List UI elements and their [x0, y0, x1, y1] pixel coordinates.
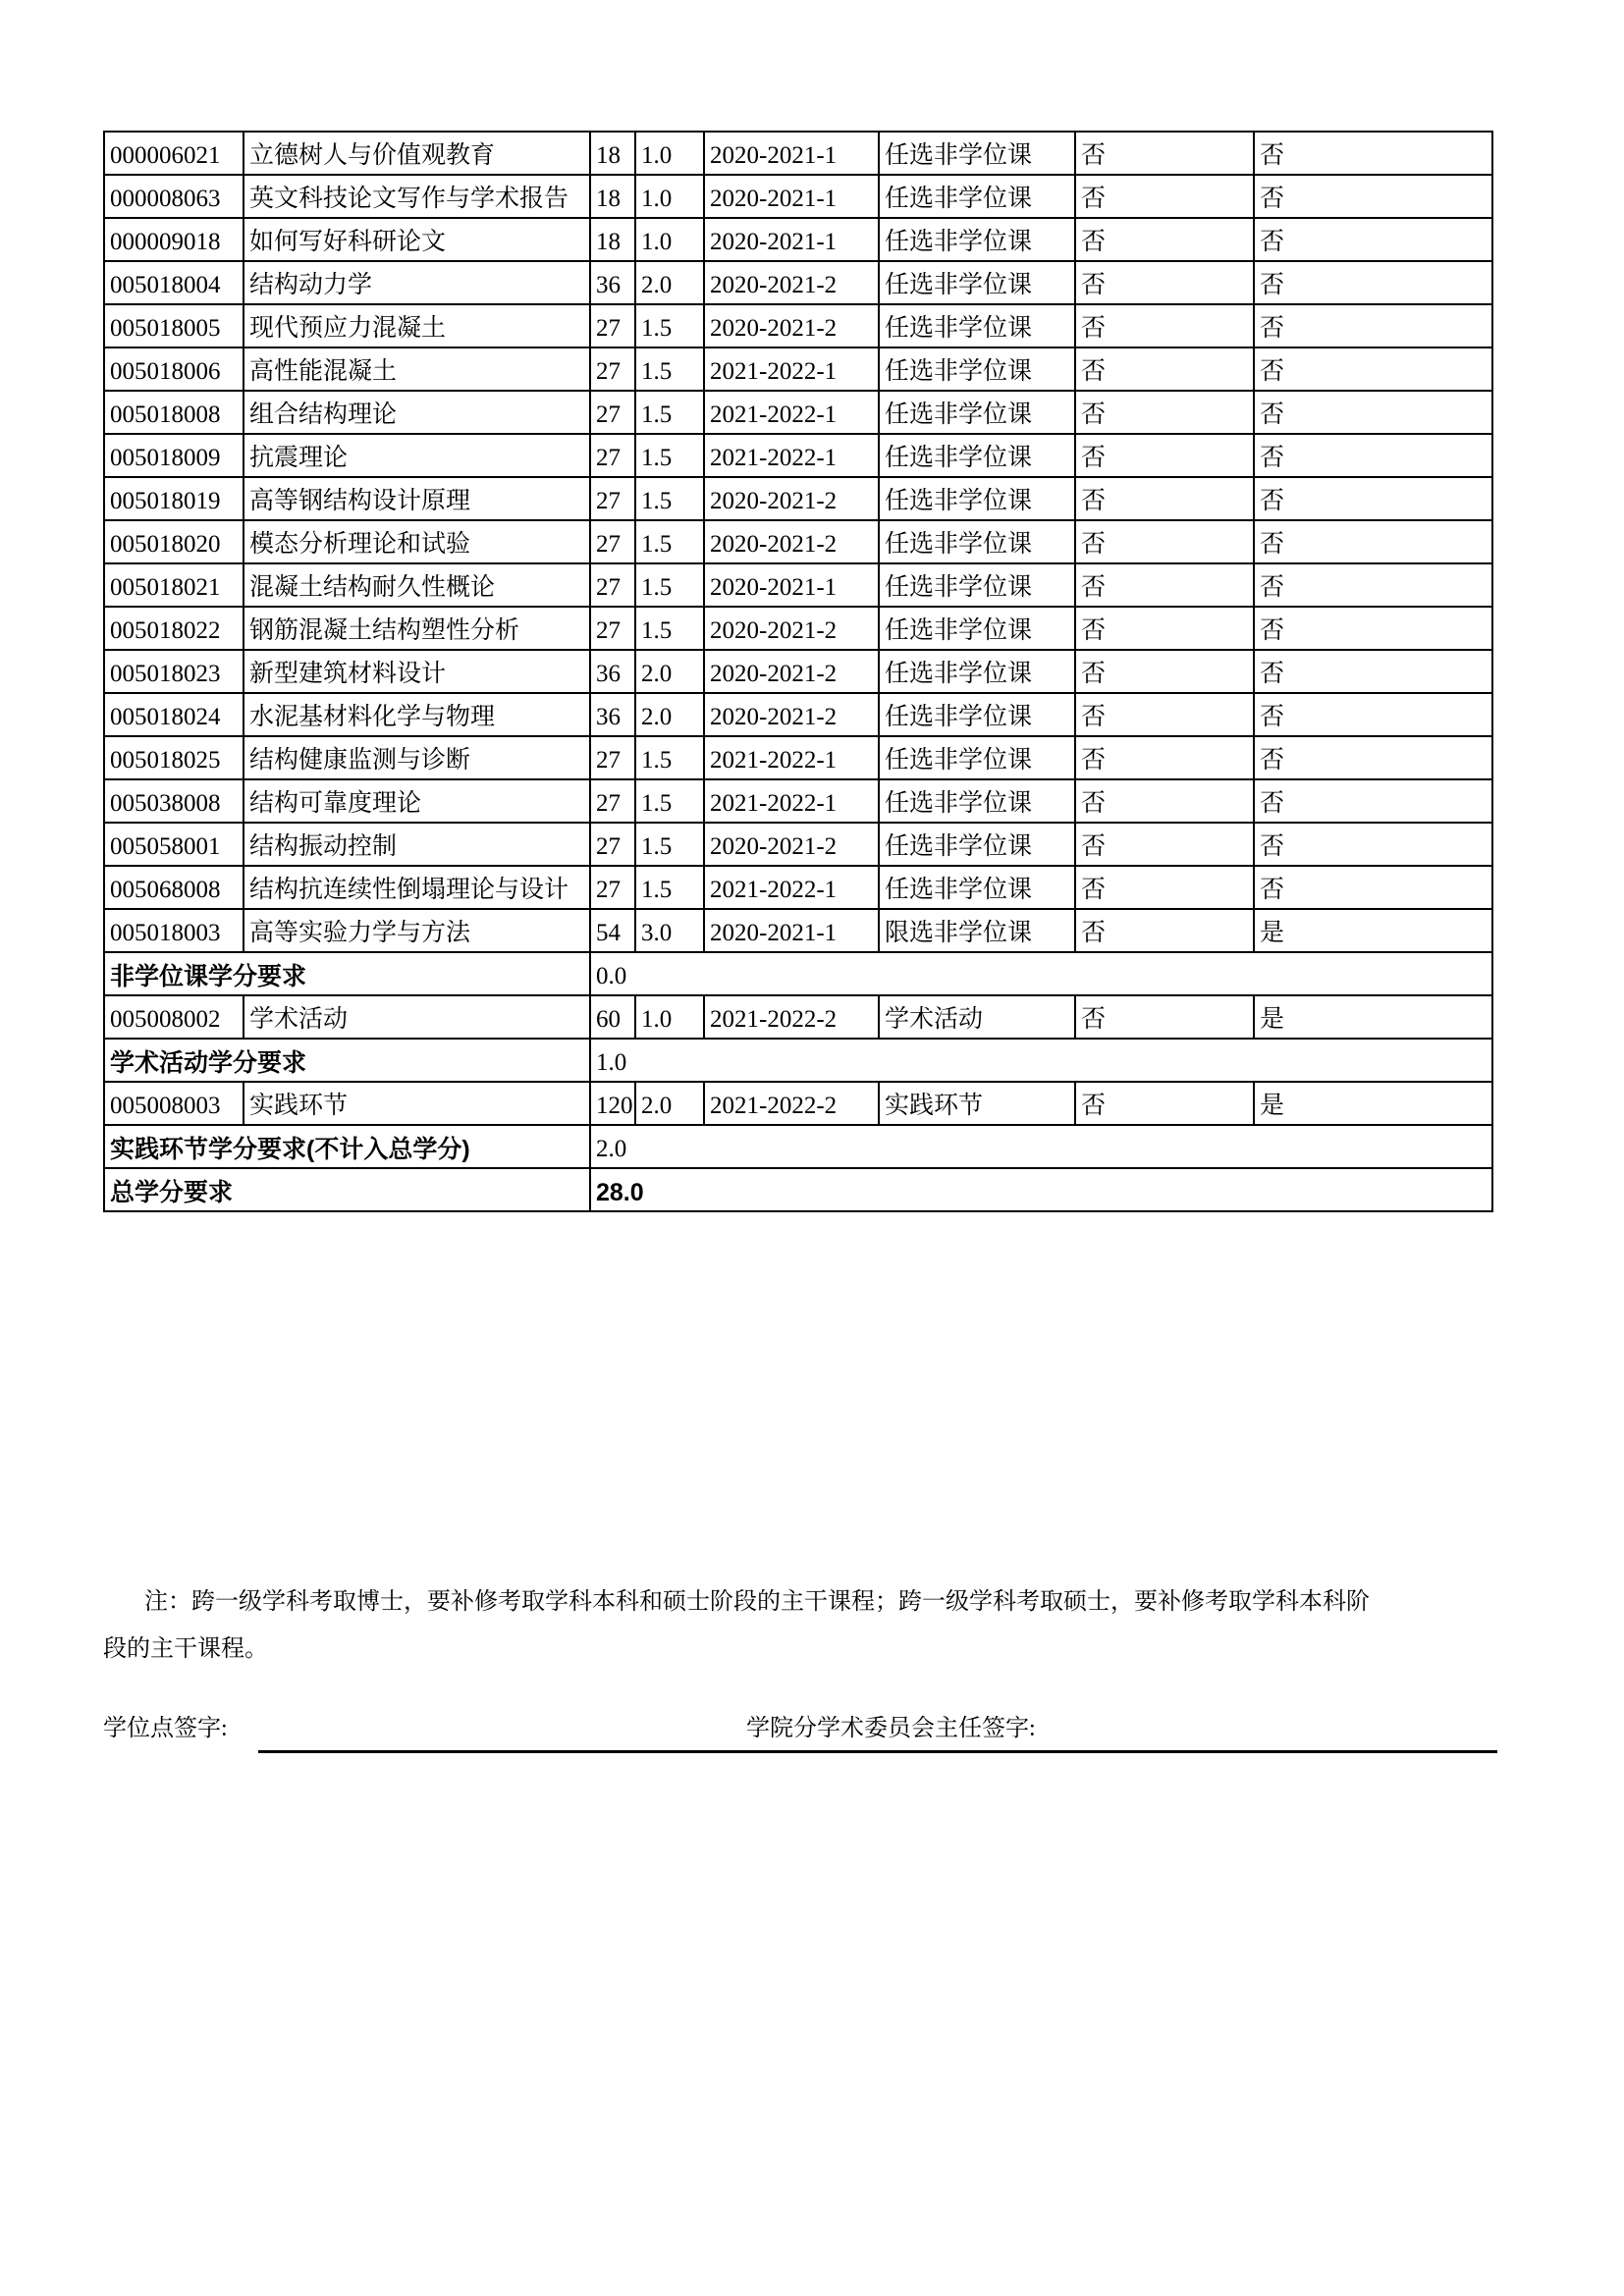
cell-flag-two: 否: [1254, 304, 1492, 347]
cell-course-type: 任选非学位课: [879, 391, 1075, 434]
cell-credits: 2.0: [635, 693, 704, 736]
cell-course-name: 结构振动控制: [244, 823, 590, 866]
cell-course-name: 组合结构理论: [244, 391, 590, 434]
cell-hours: 60: [590, 995, 635, 1039]
cell-course-name: 结构可靠度理论: [244, 779, 590, 823]
cell-course-name: 结构健康监测与诊断: [244, 736, 590, 779]
cell-credits: 2.0: [635, 261, 704, 304]
cell-flag-one: 否: [1075, 1082, 1254, 1125]
cell-flag-two: 否: [1254, 779, 1492, 823]
cell-course-code: 005018020: [104, 520, 244, 563]
cell-credits: 1.0: [635, 175, 704, 218]
cell-term: 2020-2021-2: [704, 261, 879, 304]
cell-term: 2020-2021-2: [704, 607, 879, 650]
curriculum-table: [103, 131, 1493, 1212]
cell-hours: 36: [590, 261, 635, 304]
cell-credits: 1.5: [635, 434, 704, 477]
cell-flag-two: 是: [1254, 909, 1492, 952]
cell-credits: 1.0: [635, 132, 704, 175]
cell-term: 2020-2021-2: [704, 693, 879, 736]
cell-course-code: 005018023: [104, 650, 244, 693]
cell-flag-two: 否: [1254, 823, 1492, 866]
table-row: [104, 823, 1492, 866]
cell-course-code: 005018005: [104, 304, 244, 347]
cell-hours: 27: [590, 866, 635, 909]
cell-flag-two: 否: [1254, 434, 1492, 477]
cell-flag-one: 否: [1075, 736, 1254, 779]
cell-term: 2021-2022-1: [704, 736, 879, 779]
cell-course-type: 任选非学位课: [879, 736, 1075, 779]
cell-course-code: 005058001: [104, 823, 244, 866]
cell-flag-two: 否: [1254, 477, 1492, 520]
cell-flag-one: 否: [1075, 779, 1254, 823]
cell-flag-one: 否: [1075, 823, 1254, 866]
cell-credits: 1.5: [635, 563, 704, 607]
cell-flag-two: 否: [1254, 175, 1492, 218]
cell-flag-one: 否: [1075, 218, 1254, 261]
footnote-line-one: 注：跨一级学科考取博士，要补修考取学科本科和硕士阶段的主干课程；跨一级学科考取硕士，要补修考取学科本科阶: [144, 1589, 1370, 1615]
cell-course-code: 005018025: [104, 736, 244, 779]
signature-area: [103, 1708, 1497, 1767]
cell-flag-one: 否: [1075, 520, 1254, 563]
cell-course-name: 结构动力学: [244, 261, 590, 304]
cell-hours: 27: [590, 391, 635, 434]
cell-course-name: 结构抗连续性倒塌理论与设计: [244, 866, 590, 909]
cell-term: 2020-2021-2: [704, 304, 879, 347]
cell-course-type: 限选非学位课: [879, 909, 1075, 952]
cell-course-name: 混凝土结构耐久性概论: [244, 563, 590, 607]
cell-flag-one: 否: [1075, 563, 1254, 607]
cell-flag-two: 否: [1254, 866, 1492, 909]
cell-course-type: 任选非学位课: [879, 132, 1075, 175]
cell-term: 2020-2021-1: [704, 175, 879, 218]
cell-term: 2020-2021-2: [704, 823, 879, 866]
cell-term: 2020-2021-1: [704, 132, 879, 175]
cell-credits: 1.5: [635, 607, 704, 650]
cell-course-code: 000006021: [104, 132, 244, 175]
cell-hours: 27: [590, 779, 635, 823]
cell-hours: 36: [590, 650, 635, 693]
cell-flag-one: 否: [1075, 477, 1254, 520]
cell-course-code: 000008063: [104, 175, 244, 218]
cell-course-code: 005018004: [104, 261, 244, 304]
cell-course-name: 抗震理论: [244, 434, 590, 477]
table-row: [104, 650, 1492, 693]
summary-row-practice: [104, 1125, 1492, 1168]
cell-credits: 1.5: [635, 477, 704, 520]
summary-row-nondegree: [104, 952, 1492, 995]
cell-course-type: 学术活动: [879, 995, 1075, 1039]
cell-flag-two: 否: [1254, 520, 1492, 563]
cell-course-name: 高性能混凝土: [244, 347, 590, 391]
cell-course-name: 英文科技论文写作与学术报告: [244, 175, 590, 218]
cell-hours: 18: [590, 218, 635, 261]
cell-flag-one: 否: [1075, 434, 1254, 477]
table-row: [104, 520, 1492, 563]
degree-point-signature-label: 学位点签字:: [103, 1716, 228, 1741]
cell-course-type: 任选非学位课: [879, 693, 1075, 736]
summary-value-nondegree: 0.0: [590, 952, 1492, 995]
cell-hours: 27: [590, 563, 635, 607]
cell-course-name: 实践环节: [244, 1082, 590, 1125]
cell-flag-one: 否: [1075, 909, 1254, 952]
cell-flag-one: 否: [1075, 607, 1254, 650]
summary-label-nondegree: 非学位课学分要求: [104, 952, 590, 995]
cell-course-type: 任选非学位课: [879, 779, 1075, 823]
cell-course-name: 模态分析理论和试验: [244, 520, 590, 563]
cell-credits: 2.0: [635, 1082, 704, 1125]
cell-hours: 18: [590, 175, 635, 218]
cell-course-name: 高等钢结构设计原理: [244, 477, 590, 520]
table-row: [104, 175, 1492, 218]
table-row-academic-activity: [104, 995, 1492, 1039]
cell-flag-one: 否: [1075, 995, 1254, 1039]
cell-flag-two: 是: [1254, 995, 1492, 1039]
cell-course-type: 任选非学位课: [879, 607, 1075, 650]
cell-course-code: 005018003: [104, 909, 244, 952]
cell-course-name: 水泥基材料化学与物理: [244, 693, 590, 736]
cell-term: 2020-2021-1: [704, 563, 879, 607]
cell-term: 2021-2022-1: [704, 866, 879, 909]
cell-course-code: 005018008: [104, 391, 244, 434]
cell-course-code: 005018024: [104, 693, 244, 736]
table-row: [104, 693, 1492, 736]
cell-flag-two: 是: [1254, 1082, 1492, 1125]
cell-course-type: 任选非学位课: [879, 477, 1075, 520]
cell-course-type: 任选非学位课: [879, 866, 1075, 909]
cell-flag-one: 否: [1075, 261, 1254, 304]
cell-term: 2021-2022-2: [704, 995, 879, 1039]
cell-flag-two: 否: [1254, 261, 1492, 304]
cell-flag-two: 否: [1254, 607, 1492, 650]
cell-term: 2021-2022-1: [704, 779, 879, 823]
cell-hours: 27: [590, 823, 635, 866]
cell-hours: 27: [590, 477, 635, 520]
college-committee-signature-label: 学院分学术委员会主任签字:: [746, 1716, 1036, 1741]
cell-credits: 1.5: [635, 866, 704, 909]
table-row: [104, 304, 1492, 347]
cell-credits: 1.5: [635, 347, 704, 391]
cell-course-type: 任选非学位课: [879, 261, 1075, 304]
table-row: [104, 434, 1492, 477]
cell-term: 2021-2022-1: [704, 391, 879, 434]
cell-credits: 1.0: [635, 218, 704, 261]
signature-line: [258, 1750, 1497, 1753]
cell-course-type: 任选非学位课: [879, 823, 1075, 866]
summary-row-total: [104, 1168, 1492, 1211]
table-row: [104, 607, 1492, 650]
table-row-practice: [104, 1082, 1492, 1125]
cell-term: 2021-2022-1: [704, 434, 879, 477]
cell-flag-two: 否: [1254, 218, 1492, 261]
cell-course-code: 000009018: [104, 218, 244, 261]
cell-course-code: 005018009: [104, 434, 244, 477]
cell-flag-one: 否: [1075, 391, 1254, 434]
summary-label-practice: 实践环节学分要求(不计入总学分): [104, 1125, 590, 1168]
cell-course-type: 任选非学位课: [879, 175, 1075, 218]
summary-label-total: 总学分要求: [104, 1168, 590, 1211]
cell-flag-one: 否: [1075, 693, 1254, 736]
footnote-line-two: 段的主干课程。: [103, 1636, 268, 1662]
cell-term: 2020-2021-2: [704, 650, 879, 693]
cell-flag-two: 否: [1254, 132, 1492, 175]
cell-course-type: 任选非学位课: [879, 434, 1075, 477]
cell-credits: 3.0: [635, 909, 704, 952]
cell-course-type: 任选非学位课: [879, 304, 1075, 347]
table-row: [104, 347, 1492, 391]
summary-value-academic: 1.0: [590, 1039, 1492, 1082]
cell-hours: 36: [590, 693, 635, 736]
cell-course-name: 钢筋混凝土结构塑性分析: [244, 607, 590, 650]
cell-course-type: 任选非学位课: [879, 650, 1075, 693]
cell-course-type: 任选非学位课: [879, 347, 1075, 391]
cell-course-type: 任选非学位课: [879, 520, 1075, 563]
cell-flag-one: 否: [1075, 304, 1254, 347]
cell-flag-one: 否: [1075, 132, 1254, 175]
cell-hours: 27: [590, 347, 635, 391]
cell-course-name: 现代预应力混凝土: [244, 304, 590, 347]
cell-course-name: 高等实验力学与方法: [244, 909, 590, 952]
cell-hours: 54: [590, 909, 635, 952]
summary-value-total: 28.0: [590, 1168, 1492, 1211]
cell-course-code: 005068008: [104, 866, 244, 909]
cell-term: 2020-2021-1: [704, 218, 879, 261]
table-row: [104, 132, 1492, 175]
cell-course-code: 005038008: [104, 779, 244, 823]
cell-course-type: 任选非学位课: [879, 218, 1075, 261]
cell-credits: 1.5: [635, 779, 704, 823]
cell-course-code: 005018006: [104, 347, 244, 391]
cell-course-type: 任选非学位课: [879, 563, 1075, 607]
cell-term: 2020-2021-2: [704, 477, 879, 520]
cell-flag-two: 否: [1254, 391, 1492, 434]
summary-row-academic: [104, 1039, 1492, 1082]
cell-course-name: 新型建筑材料设计: [244, 650, 590, 693]
cell-flag-one: 否: [1075, 650, 1254, 693]
cell-flag-two: 否: [1254, 347, 1492, 391]
cell-credits: 1.5: [635, 391, 704, 434]
table-row: [104, 477, 1492, 520]
cell-flag-one: 否: [1075, 175, 1254, 218]
table-row: [104, 563, 1492, 607]
cell-hours: 27: [590, 736, 635, 779]
table-row: [104, 779, 1492, 823]
cell-course-code: 005018022: [104, 607, 244, 650]
cell-term: 2021-2022-1: [704, 347, 879, 391]
summary-value-practice: 2.0: [590, 1125, 1492, 1168]
table-row: [104, 261, 1492, 304]
cell-flag-two: 否: [1254, 736, 1492, 779]
cell-credits: 1.5: [635, 520, 704, 563]
table-row: [104, 736, 1492, 779]
cell-credits: 1.5: [635, 736, 704, 779]
cell-term: 2020-2021-1: [704, 909, 879, 952]
cell-term: 2021-2022-2: [704, 1082, 879, 1125]
summary-label-academic: 学术活动学分要求: [104, 1039, 590, 1082]
cell-credits: 2.0: [635, 650, 704, 693]
cell-course-name: 学术活动: [244, 995, 590, 1039]
cell-flag-two: 否: [1254, 693, 1492, 736]
cell-course-code: 005008003: [104, 1082, 244, 1125]
cell-hours: 18: [590, 132, 635, 175]
cell-course-type: 实践环节: [879, 1082, 1075, 1125]
table-row: [104, 218, 1492, 261]
cell-hours: 27: [590, 304, 635, 347]
footnote: [103, 1578, 1497, 1673]
table-row: [104, 909, 1492, 952]
cell-credits: 1.0: [635, 995, 704, 1039]
cell-flag-two: 否: [1254, 563, 1492, 607]
cell-flag-two: 否: [1254, 650, 1492, 693]
cell-flag-one: 否: [1075, 347, 1254, 391]
cell-course-name: 如何写好科研论文: [244, 218, 590, 261]
cell-hours: 27: [590, 520, 635, 563]
table-row: [104, 391, 1492, 434]
cell-course-name: 立德树人与价值观教育: [244, 132, 590, 175]
cell-course-code: 005018021: [104, 563, 244, 607]
cell-credits: 1.5: [635, 304, 704, 347]
table-row: [104, 866, 1492, 909]
curriculum-table-body: [104, 132, 1492, 1211]
cell-course-code: 005008002: [104, 995, 244, 1039]
cell-hours: 120: [590, 1082, 635, 1125]
cell-term: 2020-2021-2: [704, 520, 879, 563]
cell-credits: 1.5: [635, 823, 704, 866]
cell-hours: 27: [590, 434, 635, 477]
cell-course-code: 005018019: [104, 477, 244, 520]
cell-flag-one: 否: [1075, 866, 1254, 909]
cell-hours: 27: [590, 607, 635, 650]
